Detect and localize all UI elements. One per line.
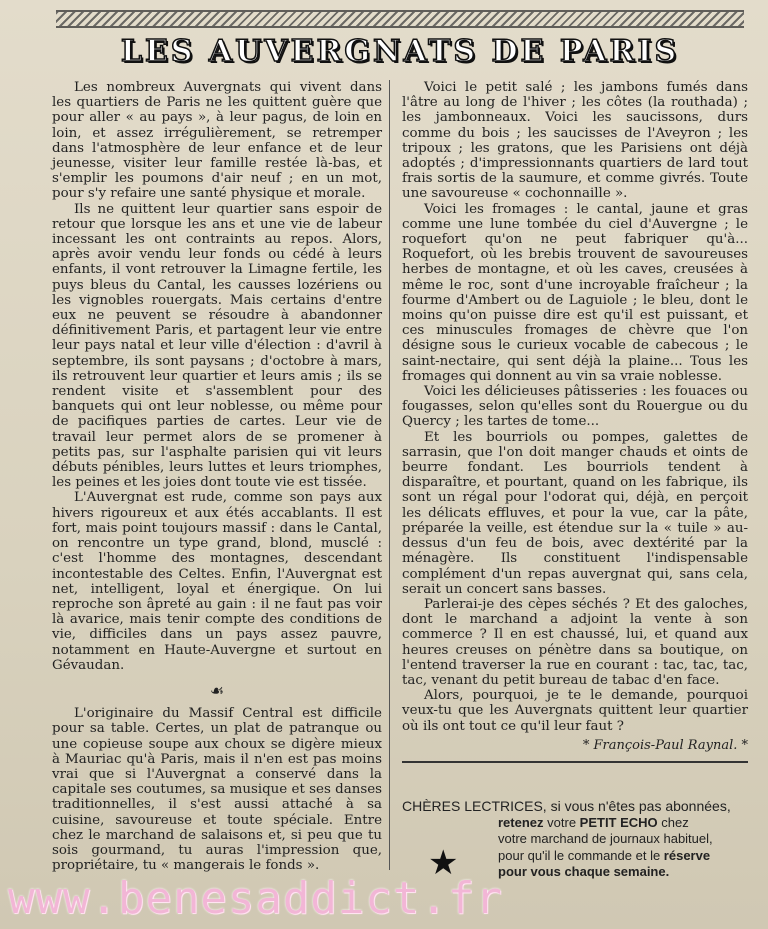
column-divider (389, 80, 390, 870)
paragraph: Voici les fromages : le cantal, jaune et gras comme une lune tombée du ciel d'Auvergne ; le roquefort qu'on ne peut fabriquer qu'à... Roquefort, où les brebis trouvent de savoureuses herbes de montagne, et où les caves, creusées à même le roc, sont d'une incroyable fraîcheur ; la fourme d'Ambert ou de Laguiole ; le bleu, dont le moins qu'on puisse dire est qu'il est puissant, et ces minuscules fromages de chèvre que l'on désigne sous le curieux vocable de cabecous ; le saint-nectaire, qui sent déjà la plaine... Tous les fromages qui donnent au vin sa vraie noblesse. (402, 201, 748, 384)
author-signature: * François-Paul Raynal. * (582, 737, 748, 753)
paragraph: L'Auvergnat est rude, comme son pays aux hivers rigoureux et aux étés accablants. Il est fort, mais point toujours massif : dans le Cantal, on rencontre un type grand, blond, musclé : c'est l'homme des montagnes, descendant incontestable des Celtes. Enfin, l'Auvergnat est net, intelligent, loyal et énergique. On lui reproche son âpreté au gain : il ne faut pas voir là avarice, mais tenir compte des conditions de vie, difficiles dans un pays assez pauvre, notamment en Haute-Auvergne et surtout en Gévaudan. (52, 490, 382, 673)
right-column (402, 80, 748, 763)
notice-line-3: votre marchand de journaux habituel, (498, 831, 713, 846)
notice-line-4: pour qu'il le commande et le réserve (498, 847, 711, 863)
section-ornament-icon: ☙ (209, 680, 225, 700)
decorative-top-border (56, 10, 744, 28)
left-column (52, 80, 382, 873)
paragraph: Les nombreux Auvergnats qui vivent dans les quartiers de Paris ne les quittent guère que pour aller « au pays », à leur pagus, de loin en loin, et assez irrégulièrement, se retremper dans l'atmosphère de leur enfance et de leur jeunesse, visiter leur famille restée là-bas, et s'emplir les poumons d'air neuf ; en un mot, pour s'y refaire une santé physique et morale. (52, 80, 382, 202)
watermark-link[interactable]: www.benesaddict.fr (8, 873, 503, 924)
notice-line-5: pour vous chaque semaine. (498, 864, 670, 879)
notice-line-2: retenez votre PETIT ECHO chez (498, 814, 689, 830)
paragraph: Et les bourriols ou pompes, galettes de sarrasin, que l'on doit manger chauds et oints de beurre fondant. Les bourriols tendent à disparaître, et pourtant, quand on les fabrique, ils sont un régal pour l'odorat qui, déjà, en perçoit les délicats effluves, et pour la vue, car la pâte, préparée la veille, est étendue sur la « tuile » au-dessus d'un feu de bois, avec dextérité par la ménagère. Ils constituent l'indispensable complément d'un repas auvergnat qui, sans cela, serait un concert sans basses. (402, 429, 748, 597)
paragraph: Voici le petit salé ; les jambons fumés dans l'âtre au long de l'hiver ; les côtes (la routhada) ; les jambonneaux. Voici les saucissons, durs comme du bois ; les saucisses de l'Aveyron ; les tripoux ; les gratons, que les Parisiens ont déjà adoptés ; d'impressionnants quartiers de lard tout frais sortis de la saumure, et comme givrés. Toute une savoureuse « cochonnaille ». (402, 80, 748, 202)
paragraph: Parlerai-je des cèpes séchés ? Et des galoches, dont le marchand a adjoint la vente à son commerce ? Il en est chaussé, lui, et quand aux heures creuses on pénètre dans sa boutique, on l'entend traverser la rue en courant : tac, tac, tac, tac, venant du petit bureau de tabac d'en face. (402, 596, 748, 688)
paragraph: L'originaire du Massif Central est difficile pour sa table. Certes, un plat de patranque ou une copieuse soupe aux choux se digère mieux à Mauriac qu'à Paris, mais il n'en est pas moins vrai que si l'Auvergnat a conservé dans la capitale ses coutumes, sa musique et ses danses traditionnelles, il s'est aussi attaché à sa cuisine, savoureuse et toute spéciale. Entre chez le marchand de salaisons et, si peu que tu sois gourmand, tu auras l'impression que, propriétaire, tu « mangerais le fonds ». (52, 706, 382, 874)
paragraph: Alors, pourquoi, je te le demande, pourquoi veux-tu que les Auvergnats quittent leur quartier où ils ont tout ce qu'il leur faut ? (402, 688, 748, 734)
star-icon: ★ (428, 843, 459, 883)
paragraph: Voici les délicieuses pâtisseries : les fouaces ou fougasses, selon qu'elles sont du Rouergue ou du Quercy ; les tartes de tome... (402, 384, 748, 430)
article-title: LES AUVERGNATS DE PARIS (120, 34, 680, 69)
notice-line-1: CHÈRES LECTRICES, si vous n'êtes pas abonnées, (402, 798, 731, 814)
paragraph: Ils ne quittent leur quartier sans espoir de retour que lorsque les ans et une vie de labeur incessant les ont contraints au repos. Alors, après avoir vendu leur fonds ou cédé à leurs enfants, il vont retrouver la Limagne fertile, les puys bleus du Cantal, les causses lozériens ou les vignobles rouergats. Mais certains d'entre eux ne peuvent se résoudre à abandonner définitivement Paris, et partagent leur vie entre leur pays natal et leur ville d'élection : d'avril à septembre, ils sont paysans ; d'octobre à mars, ils retrouvent leur quartier et leurs amis ; ils se rendent visite et s'assemblent pour des banquets qui ont leur noblesse, ou même pour de pacifiques parties de cartes. Leur vie de travail leur permet alors de se promener à petits pas, sur l'asphalte parisien qui vit leurs débuts pénibles, leurs luttes et leurs triomphes, les peines et les joies dont toute vie est tissée. (52, 201, 382, 491)
signature-divider (402, 761, 748, 763)
